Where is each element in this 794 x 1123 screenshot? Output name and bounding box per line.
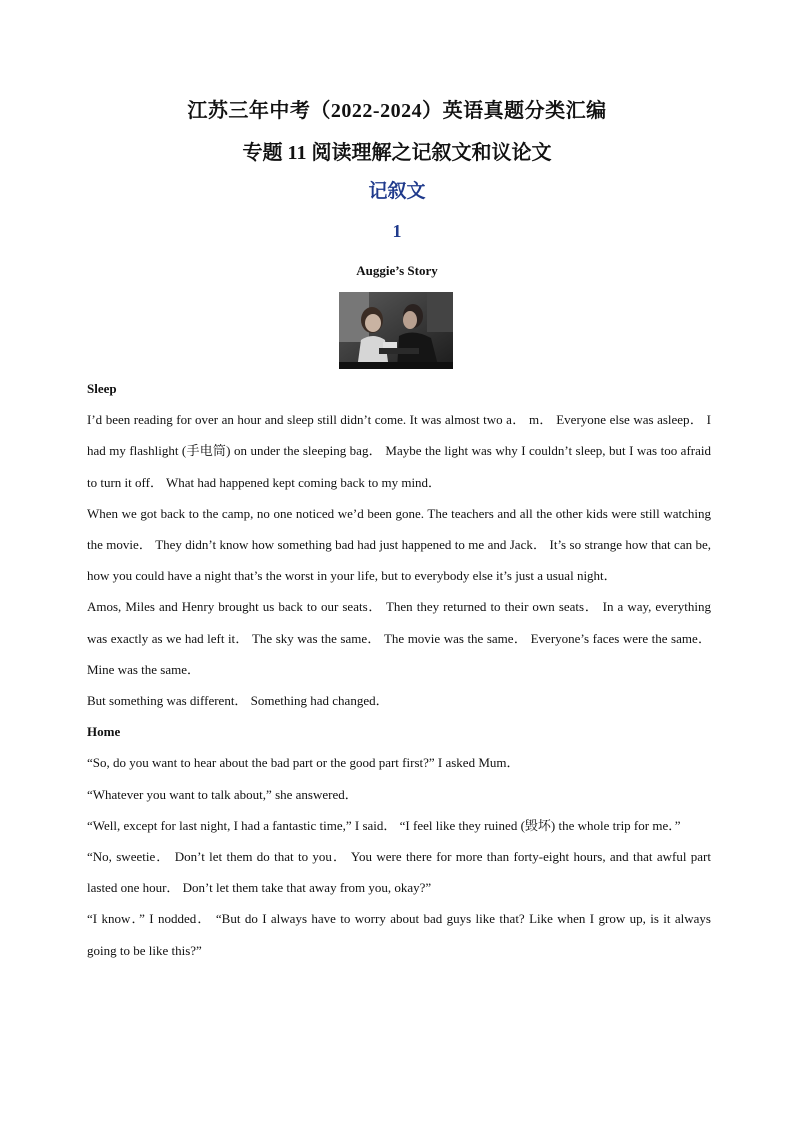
story-photo [339, 292, 453, 369]
paragraph-1: I’d been reading for over an hour and sleep still didn’t come. It was almost two a． m． Everyone else was asleep． I had my flashlight (手电筒) on under the sleeping bag． Maybe the light was why I couldn’t sleep, but I was too afraid to turn it off． What had happened kept coming back to my mind． [87, 412, 711, 490]
paragraph-8: “No, sweetie． Don’t let them do that to you． You were there for more than forty-eight hours, and that awful part lasted one hour． Don’t let them take that away from you, okay?” [87, 849, 711, 896]
photo-illustration [339, 292, 453, 369]
document-subtitle: 专题 11 阅读理解之记叙文和议论文 [242, 142, 552, 164]
paragraph-2: When we got back to the camp, no one noticed we’d been gone. The teachers and all the other kids were still watching the movie． They didn’t know how something bad had just happened to me and Jack． It’s so strange how that can be, how you could have a night that’s the worst in your life, but to everybody else it’s just a usual night． [87, 505, 711, 584]
paragraph-5: “So, do you want to hear about the bad part or the good part first?” I asked Mum． [87, 755, 520, 771]
paragraph-7: “Well, except for last night, I had a fantastic time,” I said． “I feel like they ruined (毁坏) the whole trip for me．” [87, 817, 681, 833]
document-title: 江苏三年中考（2022-2024）英语真题分类汇编 [187, 100, 607, 122]
paragraph-9: “I know．” I nodded． “But do I always have to worry about bad guys like that? Like when I grow up, is it always going to be like this?” [87, 911, 711, 958]
story-title: Auggie’s Story [356, 263, 438, 278]
paragraph-6: “Whatever you want to talk about,” she answered． [87, 786, 358, 802]
passage-number: 1 [392, 221, 402, 241]
section-heading: 记叙文 [368, 181, 426, 202]
paragraph-3: Amos, Miles and Henry brought us back to our seats． Then they returned to their own seats． In a way, everything was exactly as we had left it． The sky was the same． The movie was the same． Everyone’s faces were the same． Mine was the same． [87, 599, 711, 677]
passage-body [87, 373, 711, 966]
subheading-sleep: Sleep [87, 381, 117, 396]
subheading-home: Home [87, 724, 121, 740]
paragraph-4: But something was different． Something had changed． [87, 693, 389, 709]
